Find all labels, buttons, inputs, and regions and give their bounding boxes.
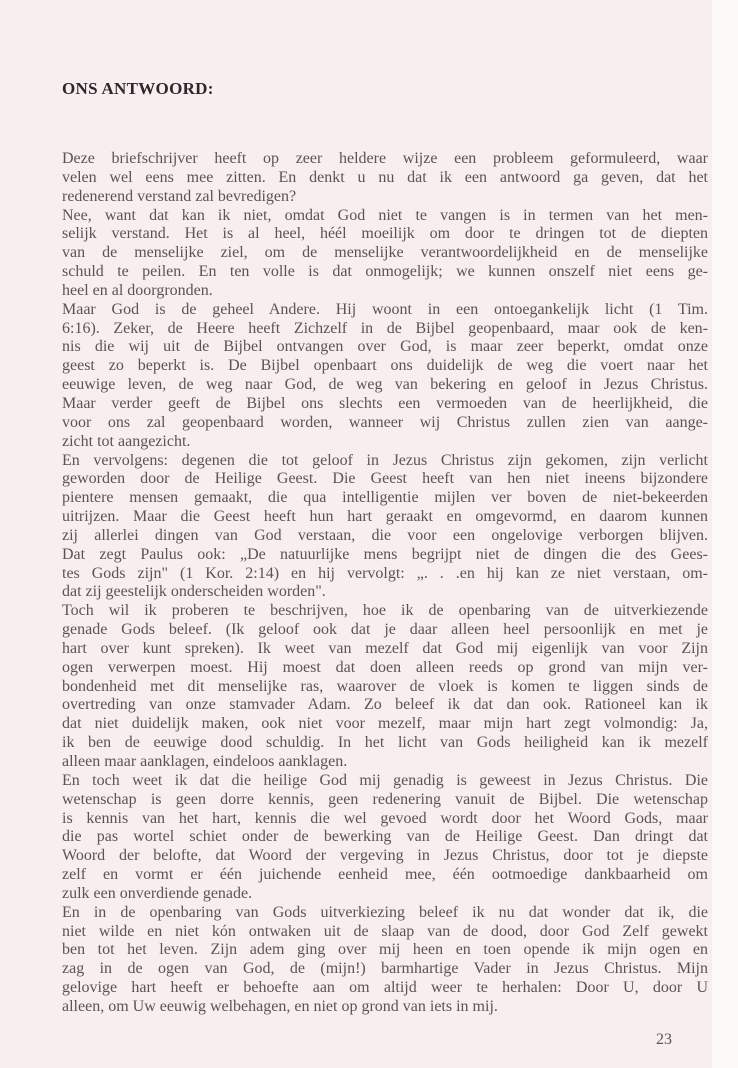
text-line: eeuwige leven, de weg naar God, de weg van bekering en geloof in Jezus Christus. [62, 376, 708, 394]
text-line: voor ons zal geopenbaard worden, wanneer wij Christus zullen zien van aange- [62, 413, 708, 431]
text-line: velen wel eens mee zitten. En denkt u nu dat ik een antwoord ga geven, dat het [62, 168, 708, 186]
text-line: alleen, om Uw eeuwig welbehagen, en niet op grond van iets in mij. [62, 997, 498, 1015]
text-line: gelovige hart heeft er behoefte aan om altijd weer te herhalen: Door U, door U [62, 979, 708, 997]
text-line: zicht tot aangezicht. [62, 432, 191, 450]
text-line: ik ben de eeuwige dood schuldig. In het licht van Gods heiligheid kan ik mezelf [62, 734, 708, 752]
text-line: Maar God is de geheel Andere. Hij woont in een ontoegankelijk licht (1 Tim. [62, 300, 708, 318]
text-line: wetenschap is geen dorre kennis, geen redenering vanuit de Bijbel. Die wetenschap [62, 790, 708, 808]
text-line: En toch weet ik dat die heilige God mij genadig is geweest in Jezus Christus. Die [62, 771, 708, 789]
text-line: selijk verstand. Het is al heel, héél moeilijk om door te dringen tot de diepten [62, 225, 708, 243]
text-line: geest zo beperkt is. De Bijbel openbaart ons duidelijk de weg die voert naar het [62, 357, 708, 375]
text-line: schuld te peilen. En ten volle is dat onmogelijk; we kunnen onszelf niet eens ge- [62, 263, 708, 281]
text-line: Dat zegt Paulus ook: „De natuurlijke mens begrijpt niet de dingen die des Gees- [62, 545, 708, 563]
text-line: Woord der belofte, dat Woord der vergeving in Jezus Christus, door tot je diepste [62, 847, 708, 865]
text-line: zulk een onverdiende genade. [62, 884, 253, 902]
text-line: pientere mensen gemaakt, die qua intelligentie mijlen ver boven de niet-bekeerden [62, 489, 708, 507]
text-line: Deze briefschrijver heeft op zeer heldere wijze een probleem geformuleerd, waar [62, 150, 708, 167]
text-line: En vervolgens: degenen die tot geloof in Jezus Christus zijn gekomen, zijn verlicht [62, 451, 708, 469]
paragraph [62, 301, 708, 452]
paragraph [62, 602, 708, 772]
text-line: En in de openbaring van Gods uitverkiezing beleef ik nu dat wonder dat ik, die [62, 903, 708, 921]
paragraph [62, 207, 708, 301]
section-heading: ONS ANTWOORD: [62, 79, 214, 98]
text-line: van de menselijke ziel, om de menselijke verantwoordelijkheid en de menselijke [62, 244, 708, 262]
page-number: 23 [656, 1031, 672, 1048]
text-line: niet wilde en niet kón ontwaken uit de slaap van de dood, door God Zelf gewekt [62, 922, 708, 940]
body-text [62, 150, 708, 1017]
text-line: dat niet duidelijk maken, ook niet voor mezelf, maar mijn hart zegt volmondig: Ja, [62, 715, 708, 733]
text-line: geworden door de Heilige Geest. Die Geest heeft van hen niet ineens bijzondere [62, 470, 708, 488]
paragraph [62, 904, 708, 1017]
paragraph [62, 452, 708, 603]
text-line: Toch wil ik proberen te beschrijven, hoe ik de openbaring van de uitverkiezende [62, 602, 708, 620]
text-line: zag in de ogen van God, de (mijn!) barmhartige Vader in Jezus Christus. Mijn [62, 960, 708, 978]
text-line: die pas wortel schiet onder de bewerking van de Heilige Geest. Dan dringt dat [62, 828, 708, 846]
text-line: Nee, want dat kan ik niet, omdat God niet te vangen is in termen van het men- [62, 206, 708, 224]
text-line: zelf en vormt er één juichende eenheid mee, één ootmoedige dankbaarheid om [62, 866, 708, 884]
text-line: nis die wij uit de Bijbel ontvangen over God, is maar zeer beperkt, omdat onze [62, 338, 708, 356]
paragraph [62, 150, 708, 207]
text-line: Maar verder geeft de Bijbel ons slechts een vermoeden van de heerlijkheid, die [62, 394, 708, 412]
text-line: tes Gods zijn" (1 Kor. 2:14) en hij vervolgt: „. . .en hij kan ze niet verstaan, om- [62, 564, 708, 582]
text-line: genade Gods beleef. (Ik geloof ook dat je daar alleen heel persoonlijk en met je [62, 621, 708, 639]
paragraph [62, 772, 708, 904]
text-line: heel en al doorgronden. [62, 281, 213, 299]
text-line: redenerend verstand zal bevredigen? [62, 187, 297, 205]
text-line: bondenheid met dit menselijke ras, waarover de vloek is komen te liggen sinds de [62, 677, 708, 695]
text-line: zij allerlei dingen van God verstaan, die voor een ongelovige verborgen blijven. [62, 526, 708, 544]
text-line: is kennis van het hart, kennis die wel gevoed wordt door het Woord Gods, maar [62, 809, 708, 827]
text-line: ben tot het leven. Zijn adem ging over mij heen en toen opende ik mijn ogen en [62, 941, 708, 959]
text-line: 6:16). Zeker, de Heere heeft Zichzelf in de Bijbel geopenbaard, maar ook de ken- [62, 319, 708, 337]
text-line: uitrijzen. Maar die Geest heeft hun hart geraakt en omgevormd, en daarom kunnen [62, 508, 708, 526]
text-line: ogen verwerpen moest. Hij moest dat doen alleen reeds op grond van mijn ver- [62, 658, 708, 676]
text-line: alleen maar aanklagen, eindeloos aanklagen. [62, 753, 348, 770]
text-line: overtreding van onze stamvader Adam. Zo beleef ik dat dan ook. Rationeel kan ik [62, 696, 708, 714]
text-line: hart over kunt spreken). Ik weet van mezelf dat God mij eigenlijk van voor Zijn [62, 639, 708, 657]
text-line: dat zij geestelijk onderscheiden worden". [62, 583, 326, 601]
